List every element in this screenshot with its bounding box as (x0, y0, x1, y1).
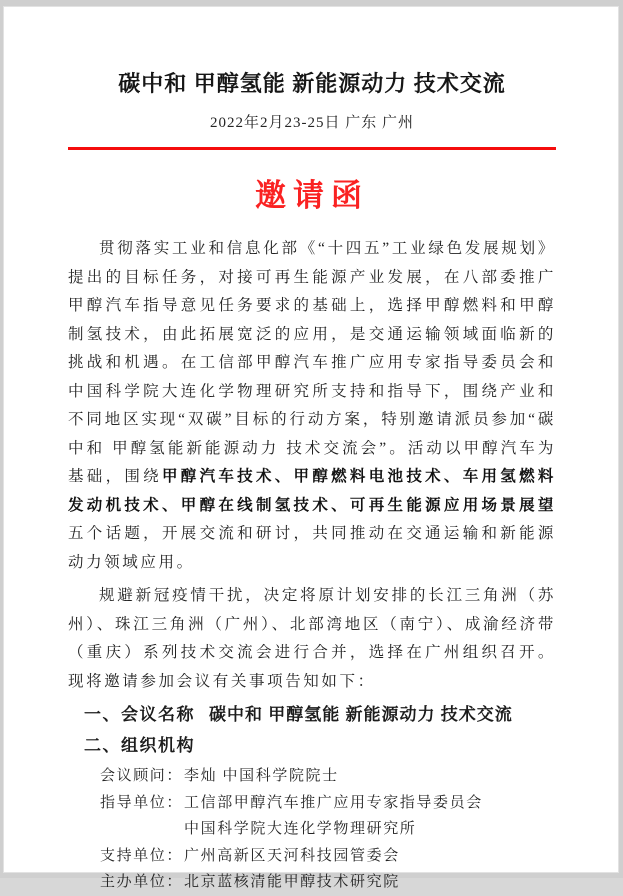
org-value: 李灿 中国科学院院士 (184, 768, 339, 784)
letter-body (68, 235, 556, 696)
section-1-conference-name: 碳中和 甲醇氢能 新能源动力 技术交流 (209, 705, 513, 724)
org-row-support (100, 843, 556, 870)
intro-paragraph (68, 235, 556, 577)
org-value: 广州高新区天河科技园管委会 (184, 847, 400, 864)
section-1-heading (84, 702, 556, 727)
intro-paragraph-topics-bold: 甲醇汽车技术、甲醇燃料电池技术、车用氢燃料发动机技术、甲醇在线制氢技术、可再生能源应用场景展望 (68, 468, 556, 514)
red-divider-rule (68, 147, 556, 150)
invitation-page (3, 6, 619, 890)
venue-paragraph: 规避新冠疫情干扰，决定将原计划安排的长江三角洲（苏州）、珠江三角洲（广州）、北部湾地区（南宁）、成渝经济带（重庆）系列技术交流会进行合并，选择在广州组织召开。现将邀请参加会议有关事项告知如下： (68, 587, 556, 690)
section-2-heading (84, 733, 556, 758)
org-label: 指导单位： (100, 794, 184, 811)
letter-title: 邀请函 (255, 178, 369, 213)
org-row-guidance-2 (100, 816, 556, 843)
org-label: 会议顾问： (100, 768, 184, 784)
org-row-guidance (100, 790, 556, 817)
section-1-label: 一、会议名称 (84, 705, 195, 724)
org-value: 工信部甲醇汽车推广应用专家指导委员会 (184, 794, 483, 811)
org-value: 北京蓝核清能甲醇技术研究院 (184, 874, 400, 890)
section-2-label: 二、组织机构 (84, 736, 195, 755)
org-row-advisor (100, 763, 556, 790)
org-label: 支持单位： (100, 847, 184, 864)
document-title: 碳中和 甲醇氢能 新能源动力 技术交流 (118, 71, 506, 96)
org-value: 中国科学院大连化学物理研究所 (184, 821, 417, 837)
org-row-host (100, 869, 556, 896)
document-date-location: 2022年2月23-25日 广东 广州 (210, 115, 414, 131)
organization-list (100, 763, 556, 896)
org-label: 主办单位： (100, 874, 184, 890)
intro-paragraph-text: 贯彻落实工业和信息化部《“十四五”工业绿色发展规划》提出的目标任务，对接可再生能源产业发展，在八部委推广甲醇汽车指导意见任务要求的基础上，选择甲醇燃料和甲醇制氢技术，由此拓展宽泛的应用，是交通运输领域面临新的挑战和机遇。在工信部甲醇汽车推广应用专家指导委员会和中国科学院大连化学物理研究所支持和指导下，围绕产业和不同地区实现“双碳”目标的行动方案，特别邀请派员参加“碳中和 甲醇氢能新能源动力 技术交流会”。活动以甲醇汽车为基础，围绕 (68, 240, 556, 485)
intro-paragraph-closing: 五个话题，开展交流和研讨，共同推动在交通运输和新能源动力领域应用。 (68, 525, 556, 571)
